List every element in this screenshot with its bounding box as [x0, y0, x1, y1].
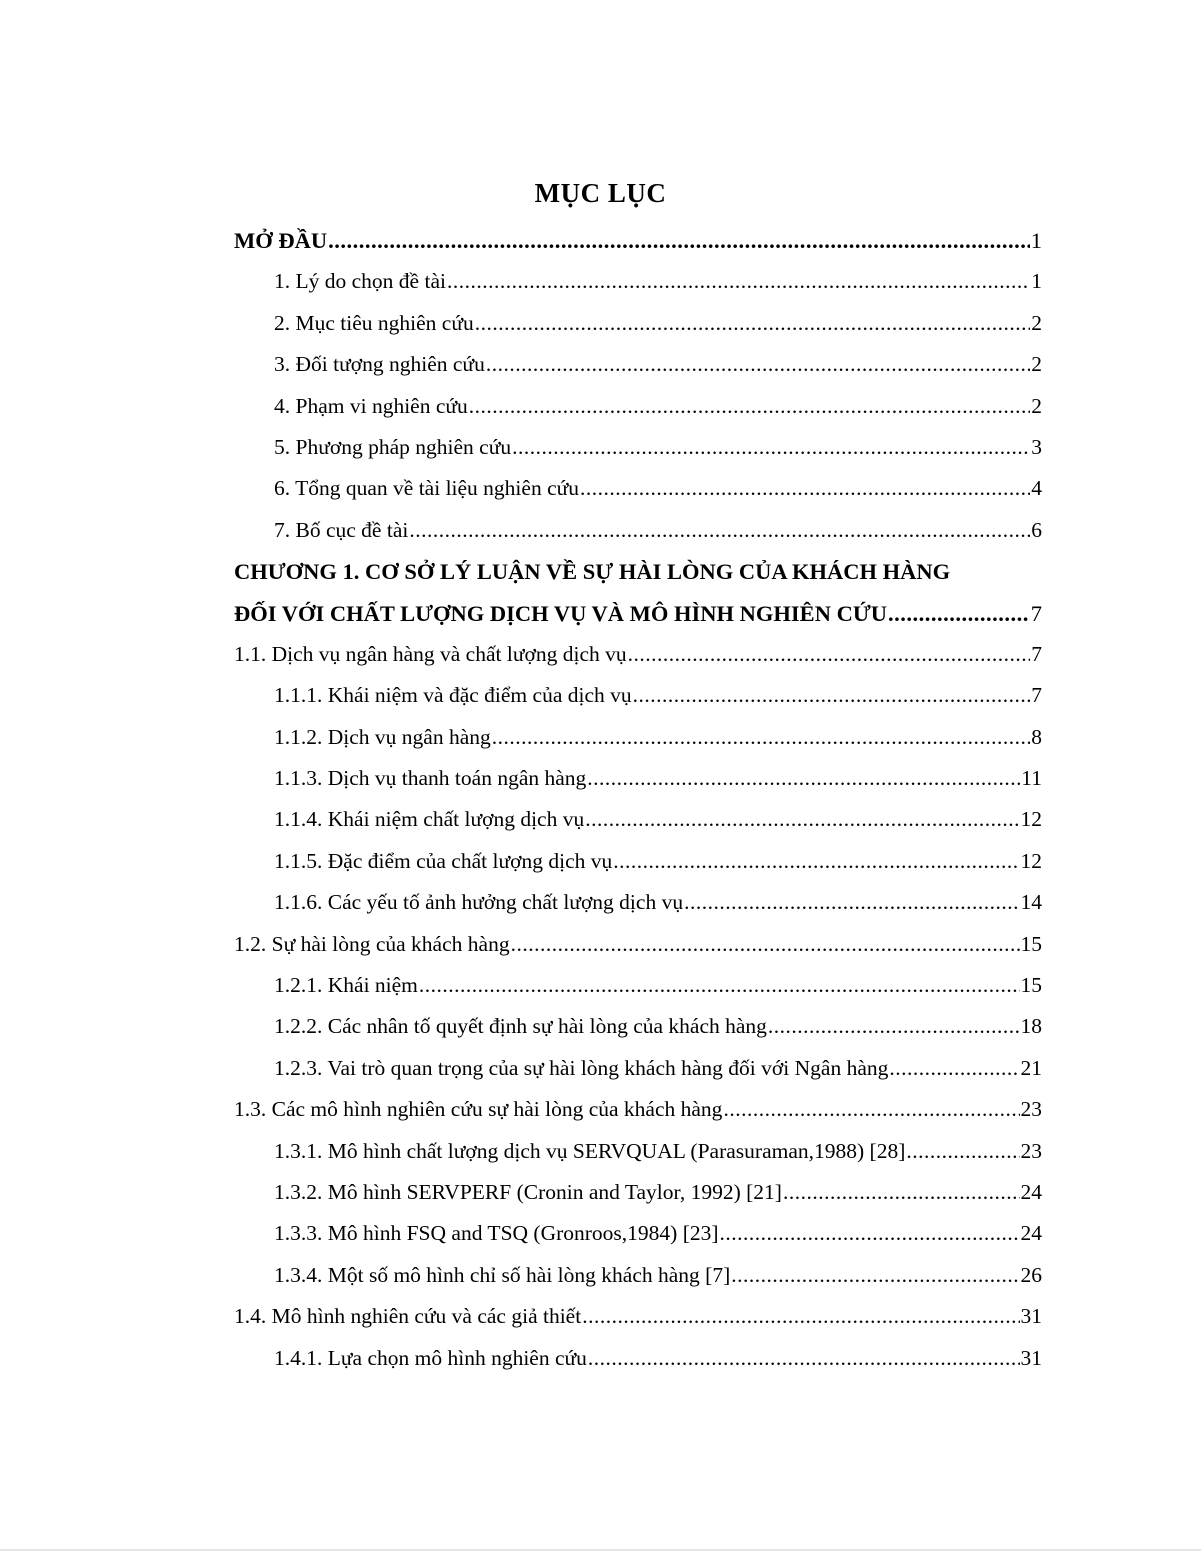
toc-dot-leader [475, 303, 1031, 344]
toc-entry-label: 1.1.3. Dịch vụ thanh toán ngân hàng [274, 766, 587, 791]
toc-entry-label: 1.2.1. Khái niệm [274, 973, 418, 998]
toc-dot-leader [628, 634, 1031, 675]
toc-page-number: 1 [1031, 269, 1042, 294]
toc-entry-label: 1.3.2. Mô hình SERVPERF (Cronin and Taylor, 1992) [21] [274, 1179, 782, 1204]
toc-entry[interactable] [234, 261, 1042, 302]
toc-dot-leader [888, 593, 1030, 634]
toc-page-number: 7 [1031, 641, 1042, 666]
toc-entry[interactable] [234, 675, 1042, 716]
toc-dot-leader [889, 1048, 1019, 1089]
toc-entry[interactable] [234, 344, 1042, 385]
toc-entry-label: 6. Tổng quan về tài liệu nghiên cứu [274, 476, 580, 501]
toc-dot-leader [783, 1172, 1020, 1213]
toc-entry[interactable] [234, 1296, 1042, 1337]
toc-entry-label: 1.2.2. Các nhân tố quyết định sự hài lòng của khách hàng [274, 1014, 767, 1039]
toc-entry[interactable] [234, 1089, 1042, 1130]
toc-entry[interactable] [234, 1131, 1042, 1172]
toc-page-number: 21 [1020, 1055, 1042, 1080]
toc-entry[interactable] [234, 510, 1042, 551]
toc-page-number: 7 [1030, 600, 1042, 626]
toc-entry-label: 2. Mục tiêu nghiên cứu [274, 310, 474, 335]
toc-entry-label: 1.3.4. Một số mô hình chỉ số hài lòng khách hàng [7] [274, 1262, 731, 1287]
toc-page-number: 7 [1031, 683, 1042, 708]
toc-page-number: 2 [1031, 393, 1042, 418]
toc-entry[interactable] [234, 1048, 1042, 1089]
toc-dot-leader [613, 841, 1019, 882]
toc-entry[interactable] [234, 303, 1042, 344]
toc-dot-leader [469, 386, 1030, 427]
toc-page-number: 15 [1020, 931, 1042, 956]
toc-page-number: 24 [1020, 1221, 1042, 1246]
toc-entry-label: 1.2.3. Vai trò quan trọng của sự hài lòng khách hàng đối với Ngân hàng [274, 1055, 889, 1080]
toc-page-number: 4 [1031, 476, 1042, 501]
toc-page-number: 23 [1020, 1138, 1042, 1163]
toc-entry[interactable] [234, 386, 1042, 427]
toc-page-number: 2 [1031, 352, 1042, 377]
toc-entry[interactable] [234, 220, 1042, 261]
toc-dot-leader [328, 220, 1030, 261]
toc-entry-label: 1.1.4. Khái niệm chất lượng dịch vụ [274, 807, 585, 832]
toc-page-number: 15 [1020, 973, 1042, 998]
table-of-contents [234, 220, 1042, 1379]
toc-entry[interactable] [234, 634, 1042, 675]
toc-entry-label: 1.1. Dịch vụ ngân hàng và chất lượng dịch vụ [234, 641, 627, 666]
toc-page-number: 14 [1020, 890, 1042, 915]
toc-entry[interactable] [234, 965, 1042, 1006]
toc-dot-leader [419, 965, 1020, 1006]
toc-entry-label: 7. Bố cục đề tài [274, 517, 409, 542]
toc-dot-leader [486, 344, 1030, 385]
toc-entry[interactable] [234, 468, 1042, 509]
toc-page-number: 12 [1020, 807, 1042, 832]
toc-page-number: 12 [1020, 848, 1042, 873]
toc-dot-leader [580, 468, 1030, 509]
toc-entry[interactable] [234, 551, 1042, 592]
toc-dot-leader [582, 1296, 1019, 1337]
toc-entry-label: 1. Lý do chọn đề tài [274, 269, 446, 294]
toc-page-number: 24 [1020, 1179, 1042, 1204]
toc-entry-label: 1.1.2. Dịch vụ ngân hàng [274, 724, 491, 749]
toc-entry-label: 1.3.1. Mô hình chất lượng dịch vụ SERVQUAL (Parasuraman,1988) [28] [274, 1138, 906, 1163]
toc-entry-label: 5. Phương pháp nghiên cứu [274, 434, 512, 459]
toc-page-number: 31 [1020, 1345, 1042, 1370]
page-title: MỤC LỤC [534, 178, 667, 208]
toc-entry-label: 1.2. Sự hài lòng của khách hàng [234, 931, 510, 956]
toc-entry[interactable] [234, 841, 1042, 882]
toc-dot-leader [720, 1213, 1020, 1254]
toc-entry-label: 1.3.3. Mô hình FSQ and TSQ (Gronroos,1984) [23] [274, 1221, 719, 1246]
toc-entry[interactable] [234, 427, 1042, 468]
toc-entry-label: ĐỐI VỚI CHẤT LƯỢNG DỊCH VỤ VÀ MÔ HÌNH NGHIÊN CỨU [234, 600, 887, 626]
toc-dot-leader [512, 427, 1030, 468]
toc-entry-label: MỞ ĐẦU [234, 228, 328, 253]
toc-entry[interactable] [234, 882, 1042, 923]
toc-entry-label: 1.1.6. Các yếu tố ảnh hưởng chất lượng dịch vụ [274, 890, 684, 915]
toc-entry-label: 1.1.5. Đặc điểm của chất lượng dịch vụ [274, 848, 613, 873]
toc-page-number: 3 [1031, 434, 1042, 459]
toc-entry[interactable] [234, 799, 1042, 840]
toc-page-number: 6 [1031, 517, 1042, 542]
toc-entry[interactable] [234, 717, 1042, 758]
toc-dot-leader [585, 799, 1019, 840]
toc-dot-leader [768, 1006, 1020, 1047]
page-bottom-edge [0, 1549, 1201, 1551]
toc-dot-leader [684, 882, 1019, 923]
toc-dot-leader [723, 1089, 1019, 1130]
toc-dot-leader [587, 758, 1020, 799]
toc-entry-label: 1.1.1. Khái niệm và đặc điểm của dịch vụ [274, 683, 632, 708]
toc-entry[interactable] [234, 593, 1042, 634]
toc-entry[interactable] [234, 1006, 1042, 1047]
toc-entry[interactable] [234, 1255, 1042, 1296]
toc-dot-leader [492, 717, 1030, 758]
toc-entry-label: 1.4. Mô hình nghiên cứu và các giả thiết [234, 1304, 582, 1329]
toc-entry[interactable] [234, 1172, 1042, 1213]
toc-entry-label: 4. Phạm vi nghiên cứu [274, 393, 468, 418]
toc-dot-leader [731, 1255, 1019, 1296]
toc-entry[interactable] [234, 1338, 1042, 1379]
toc-dot-leader [588, 1338, 1020, 1379]
toc-page-number: 26 [1020, 1262, 1042, 1287]
toc-entry-label: 1.4.1. Lựa chọn mô hình nghiên cứu [274, 1345, 587, 1370]
toc-entry-label: 1.3. Các mô hình nghiên cứu sự hài lòng của khách hàng [234, 1097, 723, 1122]
toc-entry[interactable] [234, 1213, 1042, 1254]
toc-page-number: 2 [1031, 310, 1042, 335]
toc-page-number: 31 [1020, 1304, 1042, 1329]
toc-dot-leader [906, 1131, 1019, 1172]
toc-page-number: 11 [1021, 766, 1042, 791]
toc-dot-leader [409, 510, 1030, 551]
toc-page-number: 23 [1020, 1097, 1042, 1122]
toc-dot-leader [511, 924, 1020, 965]
toc-entry-label: 3. Đối tượng nghiên cứu [274, 352, 485, 377]
toc-page-number: 8 [1031, 724, 1042, 749]
toc-entry[interactable] [234, 758, 1042, 799]
toc-page-number: 1 [1030, 228, 1042, 253]
toc-entry[interactable] [234, 924, 1042, 965]
toc-entry-label: CHƯƠNG 1. CƠ SỞ LÝ LUẬN VỀ SỰ HÀI LÒNG CỦA KHÁCH HÀNG [234, 559, 951, 585]
toc-page-number: 18 [1020, 1014, 1042, 1039]
toc-dot-leader [633, 675, 1031, 716]
toc-dot-leader [447, 261, 1030, 302]
